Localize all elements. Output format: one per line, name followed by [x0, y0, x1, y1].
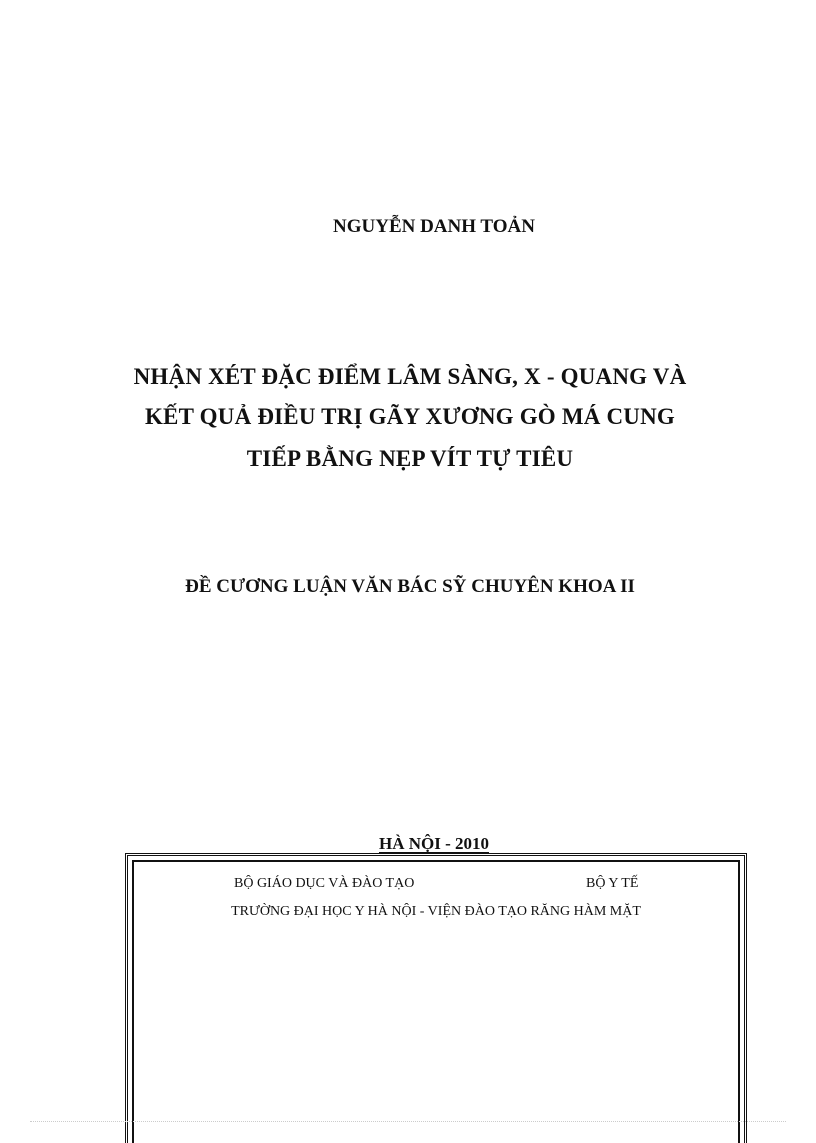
ministry-of-education: BỘ GIÁO DỤC VÀ ĐÀO TẠO — [234, 876, 415, 891]
cover-frame-inner — [132, 860, 740, 1143]
place-and-year — [66, 834, 802, 854]
university-name: TRƯỜNG ĐẠI HỌC Y HÀ NỘI - VIỆN ĐÀO TẠO RĂNG HÀM MẶT — [231, 904, 641, 919]
place-and-year-text: HÀ NỘI - 2010 — [378, 834, 490, 853]
author-name: NGUYỄN DANH TOẢN — [333, 216, 535, 237]
page-footer-rule — [30, 1121, 786, 1122]
thesis-title-line-1: NHẬN XÉT ĐẶC ĐIỂM LÂM SÀNG, X - QUANG VÀ — [133, 364, 687, 389]
thesis-title-line-3: TIẾP BẰNG NẸP VÍT TỰ TIÊU — [246, 446, 574, 471]
degree-type: ĐỀ CƯƠNG LUẬN VĂN BÁC SỸ CHUYÊN KHOA II — [185, 576, 635, 597]
thesis-title-line-2: KẾT QUẢ ĐIỀU TRỊ GÃY XƯƠNG GÒ MÁ CUNG — [144, 404, 676, 429]
cover-frame — [125, 853, 747, 1143]
ministry-of-health: BỘ Y TẾ — [586, 876, 639, 891]
